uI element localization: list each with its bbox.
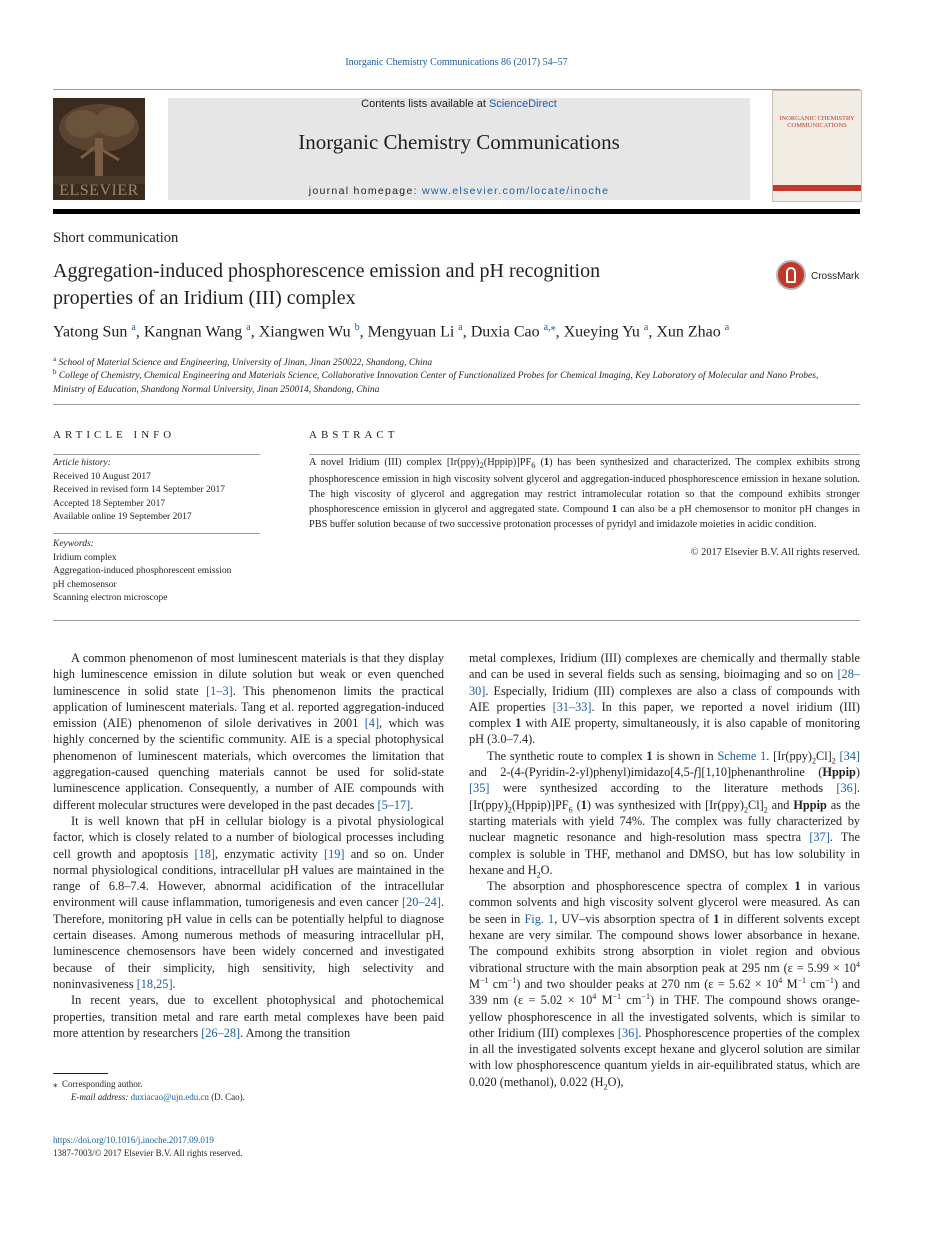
contents-prefix: Contents lists available at [361, 98, 489, 110]
reference-link[interactable]: [31–33] [552, 699, 592, 714]
crossmark-badge[interactable] [776, 260, 860, 294]
reference-link[interactable]: [18,25] [136, 976, 173, 991]
article-info-rule [53, 454, 260, 455]
author[interactable]: Yatong Sun [53, 323, 128, 341]
keyword: pH chemosensor [53, 579, 117, 590]
doi-block [53, 1134, 242, 1160]
author-affiliation-mark[interactable]: a,⁎ [543, 322, 556, 333]
author[interactable]: Duxia Cao [470, 323, 540, 341]
keyword: Iridium complex [53, 552, 117, 563]
figure-link[interactable]: Fig. 1 [524, 911, 555, 926]
footnote-rule [53, 1073, 108, 1074]
doi-link[interactable]: https://doi.org/10.1016/j.inoche.2017.09.019 [53, 1135, 214, 1145]
affiliation-text: School of Material Science and Engineering, University of Jinan, Jinan 250022, Shandong, China [58, 358, 433, 369]
cover-title: INORGANIC CHEMISTRY COMMUNICATIONS [779, 115, 855, 129]
reference-link[interactable]: [19] [324, 846, 345, 861]
author-affiliation-mark[interactable]: a [643, 322, 649, 333]
keywords-rule [53, 533, 260, 534]
reference-link[interactable]: [20–24] [401, 895, 441, 910]
abstract-rule [309, 454, 860, 455]
history-item: Accepted 18 September 2017 [53, 498, 166, 509]
keyword: Aggregation-induced phosphorescent emission [53, 566, 232, 576]
affiliation-text-continued: Ministry of Education, Shandong Normal University, Jinan 250014, Shandong, China [53, 384, 380, 395]
reference-link[interactable]: [34] [839, 748, 860, 763]
body-paragraph: metal complexes, Iridium (III) complexes are chemically and thermally stable and can be used in several fields such as sensing, bioimaging and so on [28–30]. Especially, Iridium (III) complexes are also a class of compounds with AIE properties [31–33]. In this paper, we reported a novel iridium (III) complex 1 with AIE property, simultaneously, it is also capable of monitoring pH (3.0–7.4). [469, 651, 860, 747]
reference-link[interactable]: [5–17] [377, 797, 411, 812]
body-paragraph: In recent years, due to excellent photophysical and photochemical properties, transition metal and rare earth metal complexes have been paid more attention by researchers [26–28]. Among the transition [53, 993, 444, 1040]
cover-bar [773, 185, 861, 191]
article-history [53, 457, 260, 525]
elsevier-logo [53, 98, 145, 200]
reference-link[interactable]: [37] [809, 830, 830, 845]
sciencedirect-link[interactable]: ScienceDirect [488, 98, 557, 110]
abstract-text: A novel Iridium (III) complex $[Ir(ppy)_2(Hppip)]PF_6$ (1) has been synthesized and characterized. The complex exhibits strong phosphorescence emission in high viscosity solvent glycerol and aggregation-induced phosphorescence emission in hexane solution. The high viscosity of glycerol and aggregation may restrict intramolecular rotation so that the compound exhibits stronger phosphorescence emission in glycerol and aggregated state. Compound 1 can also be a pH chemosensor to monitor pH changes in PBS buffer solution because of two successive protonation processes of pyridyl and imidazole moieties in acidic condition. [309, 457, 860, 530]
affiliation-text: College of Chemistry, Chemical Engineering and Materials Science, Collaborative Innovation Center of Functionalized Probes for Chemical Imaging, Key Laboratory of Molecular and Nano Probes, [58, 371, 819, 382]
email-label: E-mail address: [71, 1092, 131, 1102]
author-affiliation-mark[interactable]: a [458, 322, 463, 333]
article-title [53, 258, 753, 312]
reference-link[interactable]: [4] [364, 716, 380, 731]
contents-line [168, 98, 750, 110]
author-affiliation-mark[interactable]: a [246, 322, 251, 333]
email-note [71, 1091, 245, 1104]
author[interactable]: Kangnan Wang [143, 323, 243, 341]
author[interactable]: Xueying Yu [563, 323, 640, 341]
journal-title: Inorganic Chemistry Communications [298, 130, 620, 154]
author-affiliation-mark[interactable]: b [354, 322, 360, 333]
crossmark-label: CrossMark [811, 271, 860, 282]
reference-link[interactable]: [1–3] [206, 683, 233, 698]
article-type: Short communication [53, 230, 179, 246]
history-item: Available online 19 September 2017 [53, 512, 192, 522]
title-line-1: Aggregation-induced phosphorescence emission and pH recognition [53, 260, 601, 282]
history-label: Article history: [53, 458, 111, 468]
homepage-prefix: journal homepage: [308, 185, 423, 197]
body-paragraph: The absorption and phosphorescence spectra of complex 1 in various common solvents and high viscosity solvent glycerol were measured. As can be seen in Fig. 1, UV–vis absorption spectra of 1 in different solvents except hexane are very similar. The compound shows lower absorbance in hexane. The compound exhibits strong absorption in violet region and obvious vibrational structure with the main absorption peak at 295 nm ($\varepsilon = 5.99 \times 10^4$ $M^{-1}$ $cm^{-1}$) and two shoulder peaks at 270 nm ($\varepsilon = 5.62 \times 10^4$ $M^{-1}$ $cm^{-1}$) and 339 nm ($\varepsilon = 5.02 \times 10^4$ $M^{-1}$ $cm^{-1}$) in THF. The compound shows orange-yellow phosphorescence in all the investigated solvents, which is similar to other Iridium (III) complexes [36]. Phosphorescence properties of the complex in all the investigated solvents except hexane and glycerol solution are similar with low phosphorescence quantum yields in air-equilibrated status, which are 0.020 (methanol), 0.022 $(H_2O)$, [469, 879, 860, 1092]
keyword: Scanning electron microscope [53, 593, 168, 603]
reference-link[interactable]: [18] [194, 846, 215, 861]
email-link[interactable]: duxiacao@ujn.edu.cn [130, 1092, 209, 1102]
scheme-link[interactable]: Scheme 1 [717, 748, 767, 763]
body-column-left [53, 650, 444, 1041]
body-column-right [469, 650, 860, 1090]
author[interactable]: Xiangwen Wu [258, 323, 351, 341]
journal-cover-thumbnail[interactable] [772, 90, 862, 202]
article-info-heading: ARTICLE INFO [53, 429, 176, 441]
issn-line: 1387-7003/© 2017 Elsevier B.V. All rights reserved. [53, 1148, 243, 1158]
header-divider [53, 209, 860, 214]
author-affiliation-mark[interactable]: a [724, 322, 730, 333]
reference-link[interactable]: [36] [836, 781, 857, 796]
abstract-copyright: © 2017 Elsevier B.V. All rights reserved. [690, 547, 860, 558]
affiliation-mark: b [53, 368, 57, 376]
title-line-2: properties of an Iridium (III) complex [53, 287, 356, 309]
journal-citation[interactable]: Inorganic Chemistry Communications 86 (2017) 54–57 [345, 57, 568, 68]
author[interactable]: Mengyuan Li [367, 323, 455, 341]
body-paragraph: A common phenomenon of most luminescent materials is that they display high luminescence emission in dilute solution but weak or even quenched luminescence in solid state [1–3]. This phenomenon limits the practical application of luminescent materials. Tang et al. reported aggregation-induced emission (AIE) phenomenon of silole derivatives in 2001 [4], which was highly concerned by the scientific community. AIE is a special photophysical phenomenon of luminescent materials, which overcomes the limitation that aggregation-caused quenching materials cannot be used for solid-state luminescence application. Consequently, a number of AIE compounds with different molecular structures were developed in the past decades [5–17]. [53, 651, 444, 812]
abstract-heading: ABSTRACT [309, 429, 399, 441]
body-paragraph: It is well known that pH in cellular biology is a pivotal physiological factor, which is closely related to a number of biological processes including cell growth and apoptosis [18], enzymatic activity [19] and so on. Under normal physiological conditions, intracellular pH values are maintained in the range of 6.8–7.4. However, abnormal acidification of the intracellular environment will cause inflammation, tumorigenesis and even cancer [20–24]. Therefore, monitoring pH value in cells can be potentially helpful to diagnose certain diseases. Among numerous methods of measuring intracellular pH, luminescence chemosensors have been widely concerned and investigated because of their simplicity, high sensitivity, high selectivity and noninvasiveness [18,25]. [53, 813, 445, 991]
body-top-rule [53, 620, 860, 621]
author-affiliation-mark[interactable]: a [131, 322, 136, 333]
info-top-rule [53, 404, 860, 405]
header-rule [53, 89, 860, 90]
keywords-label: Keywords: [53, 539, 94, 549]
corresponding-author-note [53, 1078, 143, 1091]
journal-homepage [168, 185, 750, 197]
body-paragraph: The synthetic route to complex 1 is shown in Scheme 1. $[Ir(ppy)_2Cl]_2$ [34] and 2-(4-(Pyridin-2-yl)phenyl)imidazo[4,5-f][1,10]phenanthroline (Hppip) [35] were synthesized according to the literature methods [36]. $[Ir(ppy)_2(Hppip)]PF_6$ (1) was synthesized with $[Ir(ppy)_2Cl]_2$ and Hppip as the starting materials with yield 74%. The complex was fully characterized by nuclear magnetic resonance and high-resolution mass spectra [37]. The complex is soluble in THF, methanol and DMSO, but has low solubility in hexane and $H_2O$. [469, 748, 861, 880]
reference-link[interactable]: [36] [617, 1025, 639, 1040]
elsevier-wordmark: ELSEVIER [59, 182, 139, 199]
author[interactable]: Xun Zhao [656, 323, 721, 341]
reference-link[interactable]: [28–30] [469, 667, 860, 698]
keywords [53, 538, 260, 606]
footnote-text: Corresponding author. [62, 1079, 143, 1089]
affiliation-mark: a [53, 355, 57, 363]
homepage-link[interactable]: www.elsevier.com/locate/inoche [422, 185, 610, 197]
email-suffix: (D. Cao). [208, 1092, 245, 1102]
elsevier-tree-icon [53, 98, 145, 184]
reference-link[interactable]: [26–28] [201, 1025, 241, 1040]
history-item: Received 10 August 2017 [53, 471, 151, 482]
crossmark-icon [776, 260, 806, 290]
history-item: Received in revised form 14 September 2017 [53, 485, 226, 495]
reference-link[interactable]: [35] [469, 781, 490, 796]
footnote-mark: ⁎ [53, 1079, 58, 1089]
author-list: Yatong Sun $^a$, Kangnan Wang $^a$, Xiangwen Wu $^b$, Mengyuan Li $^a$, Duxia Cao $^{a,⁎}$, Xueying Yu $^a$, Xun Zhao $^a$ [53, 322, 730, 341]
affiliation-b [53, 366, 860, 397]
